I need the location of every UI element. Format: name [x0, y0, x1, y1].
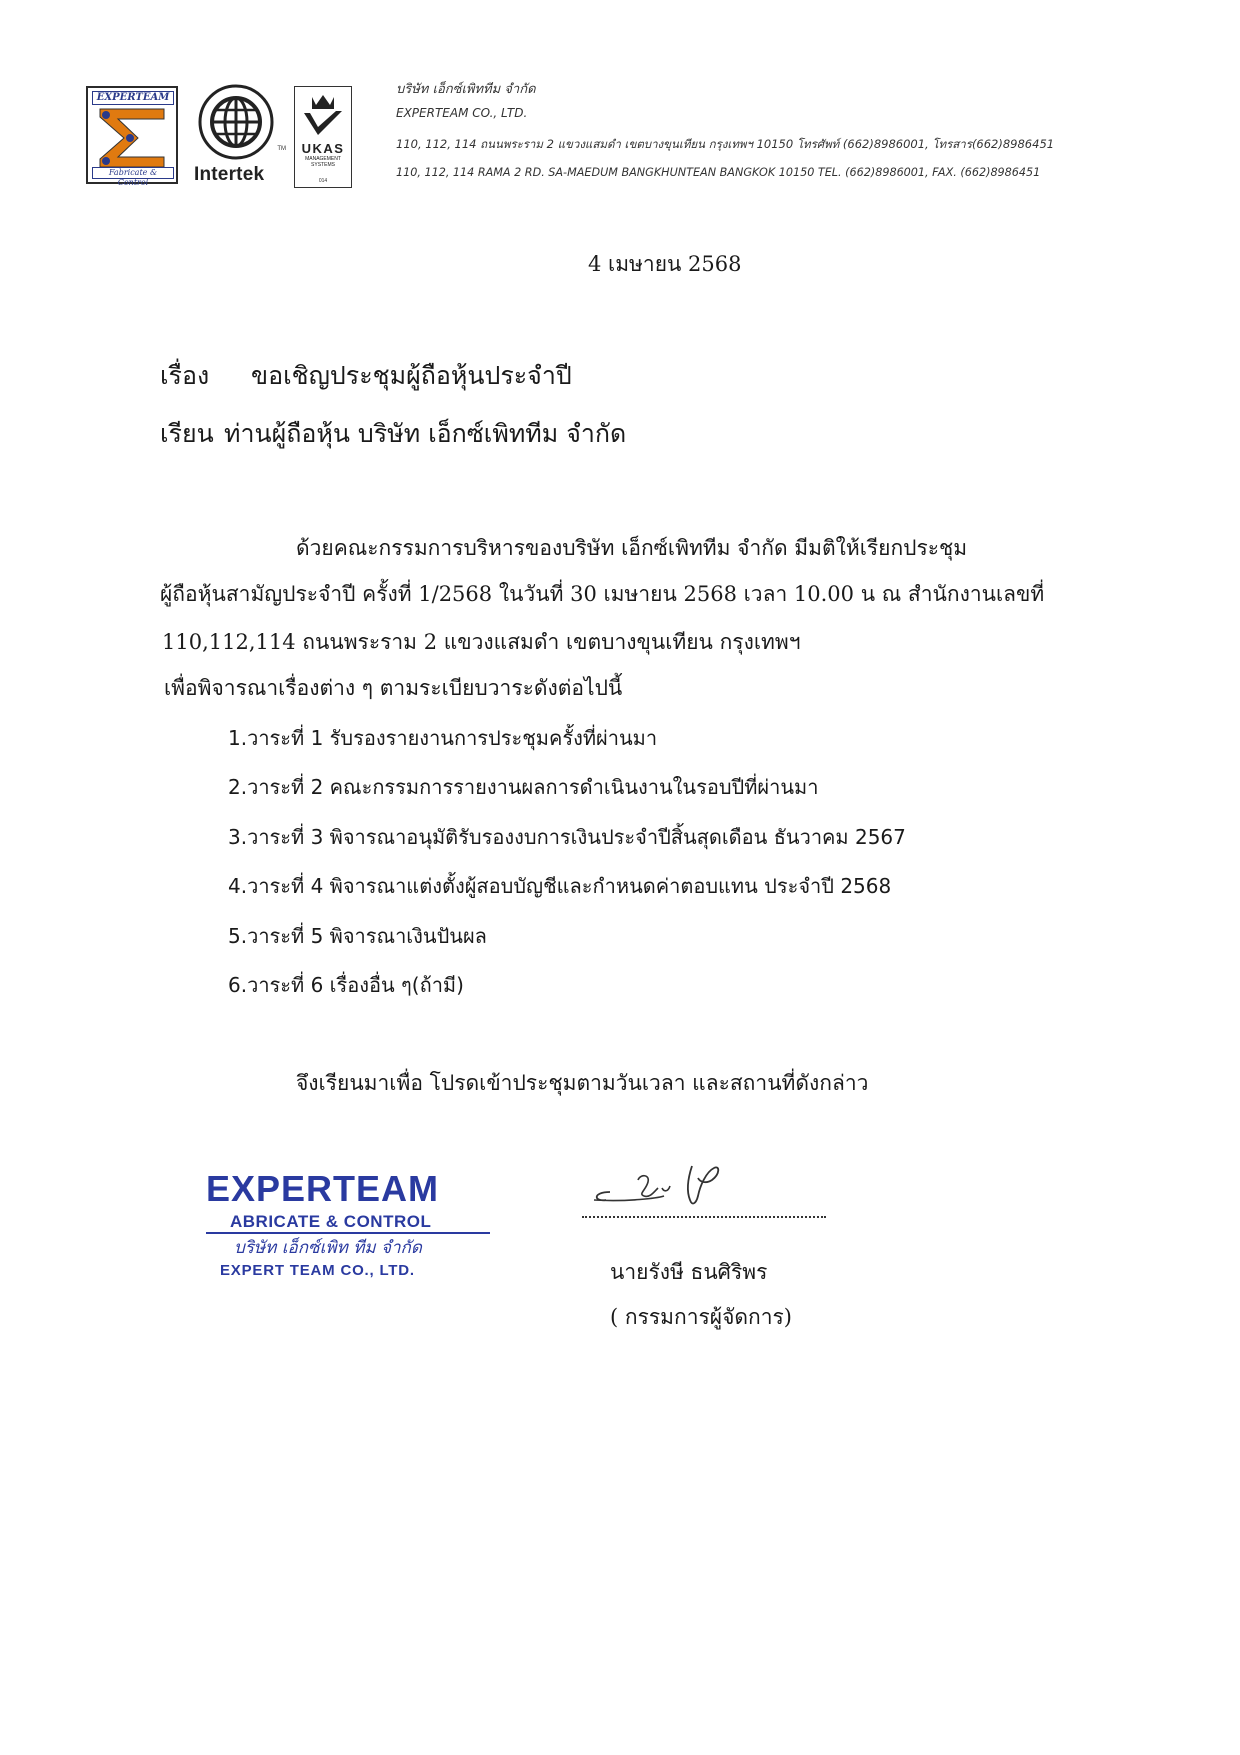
crown-check-icon [296, 89, 350, 141]
agenda-item-1: 1.วาระที่ 1 รับรองรายงานการประชุมครั้งที่ผ่านมา [228, 726, 658, 750]
experteam-logo-top-label: EXPERTEAM [92, 91, 174, 105]
body-line-1: ด้วยคณะกรรมการบริหารของบริษัท เอ็กซ์เพิททีม จำกัด มีมติให้เรียกประชุม [296, 536, 968, 560]
subject-text: ขอเชิญประชุมผู้ถือหุ้นประจำปี [251, 361, 572, 390]
agenda-item-2: 2.วาระที่ 2 คณะกรรมการรายงานผลการดำเนินงานในรอบปีที่ผ่านมา [228, 775, 819, 799]
recipient-text: ท่านผู้ถือหุ้น บริษัท เอ็กซ์เพิททีม จำกัด [224, 419, 627, 448]
signatory-title: ( กรรมการผู้จัดการ) [610, 1305, 792, 1329]
ukas-wordmark: UKAS [301, 141, 345, 156]
body-line-4: เพื่อพิจารณาเรื่องต่าง ๆ ตามระเบียบวาระดังต่อไปนี้ [164, 676, 623, 700]
handwritten-signature [588, 1148, 768, 1218]
intertek-logo [190, 84, 286, 186]
experteam-logo-bottom-label: Fabricate & Control [92, 167, 174, 179]
intertek-wordmark: Intertek [194, 164, 265, 185]
address-en: 110, 112, 114 RAMA 2 RD. SA-MAEDUM BANGKHUNTEAN BANGKOK 10150 TEL. (662)8986001, FAX. (662)8986451 [396, 166, 1041, 179]
recipient-label: เรียน [160, 419, 214, 448]
experteam-logo [86, 86, 178, 187]
closing-line: จึงเรียนมาเพื่อ โปรดเข้าประชุมตามวันเวลา และสถานที่ดังกล่าว [296, 1071, 869, 1095]
ukas-number: 014 [318, 178, 328, 184]
stamp-name-en: EXPERT TEAM CO., LTD. [220, 1262, 415, 1279]
agenda-item-6: 6.วาระที่ 6 เรื่องอื่น ๆ(ถ้ามี) [228, 973, 464, 997]
signature-dotted-line [582, 1212, 826, 1218]
body-line-3: 110,112,114 ถนนพระราม 2 แขวงแสมดำ เขตบางขุนเทียน กรุงเทพฯ [162, 630, 801, 654]
address-th: 110, 112, 114 ถนนพระราม 2 แขวงแสมดำ เขตบางขุนเทียน กรุงเทพฯ 10150 โทรศัพท์ (662)8986001, โทรสาร(662)8986451 [396, 137, 1055, 151]
ukas-subtitle: MANAGEMENT SYSTEMS [305, 156, 341, 168]
company-name-en: EXPERTEAM CO., LTD. [396, 106, 528, 120]
globe-icon [194, 84, 278, 160]
subject-label: เรื่อง [160, 361, 210, 390]
stamp-subtitle: ABRICATE & CONTROL [230, 1212, 432, 1231]
stamp-title: EXPERTEAM [206, 1168, 440, 1209]
agenda-item-5: 5.วาระที่ 5 พิจารณาเงินปันผล [228, 924, 487, 948]
agenda-item-4: 4.วาระที่ 4 พิจารณาแต่งตั้งผู้สอบบัญชีและกำหนดค่าตอบแทน ประจำปี 2568 [228, 874, 892, 898]
intertek-tm-mark: TM [277, 146, 286, 152]
ukas-logo [294, 86, 352, 188]
agenda-item-3: 3.วาระที่ 3 พิจารณาอนุมัติรับรองงบการเงินประจำปีสิ้นสุดเดือน ธันวาคม 2567 [228, 825, 906, 849]
body-line-2: ผู้ถือหุ้นสามัญประจำปี ครั้งที่ 1/2568 ในวันที่ 30 เมษายน 2568 เวลา 10.00 น ณ สำนักงานเลขที่ [160, 582, 1045, 606]
company-stamp [206, 1168, 496, 1288]
letter-date: 4 เมษายน 2568 [588, 252, 742, 276]
stamp-name-th: บริษัท เอ็กซ์เพิท ทีม จำกัด [234, 1238, 422, 1258]
sigma-icon [94, 107, 170, 169]
signatory-name: นายรังษี ธนศิริพร [610, 1260, 768, 1284]
company-name-th: บริษัท เอ็กซ์เพิททีม จำกัด [396, 82, 536, 97]
